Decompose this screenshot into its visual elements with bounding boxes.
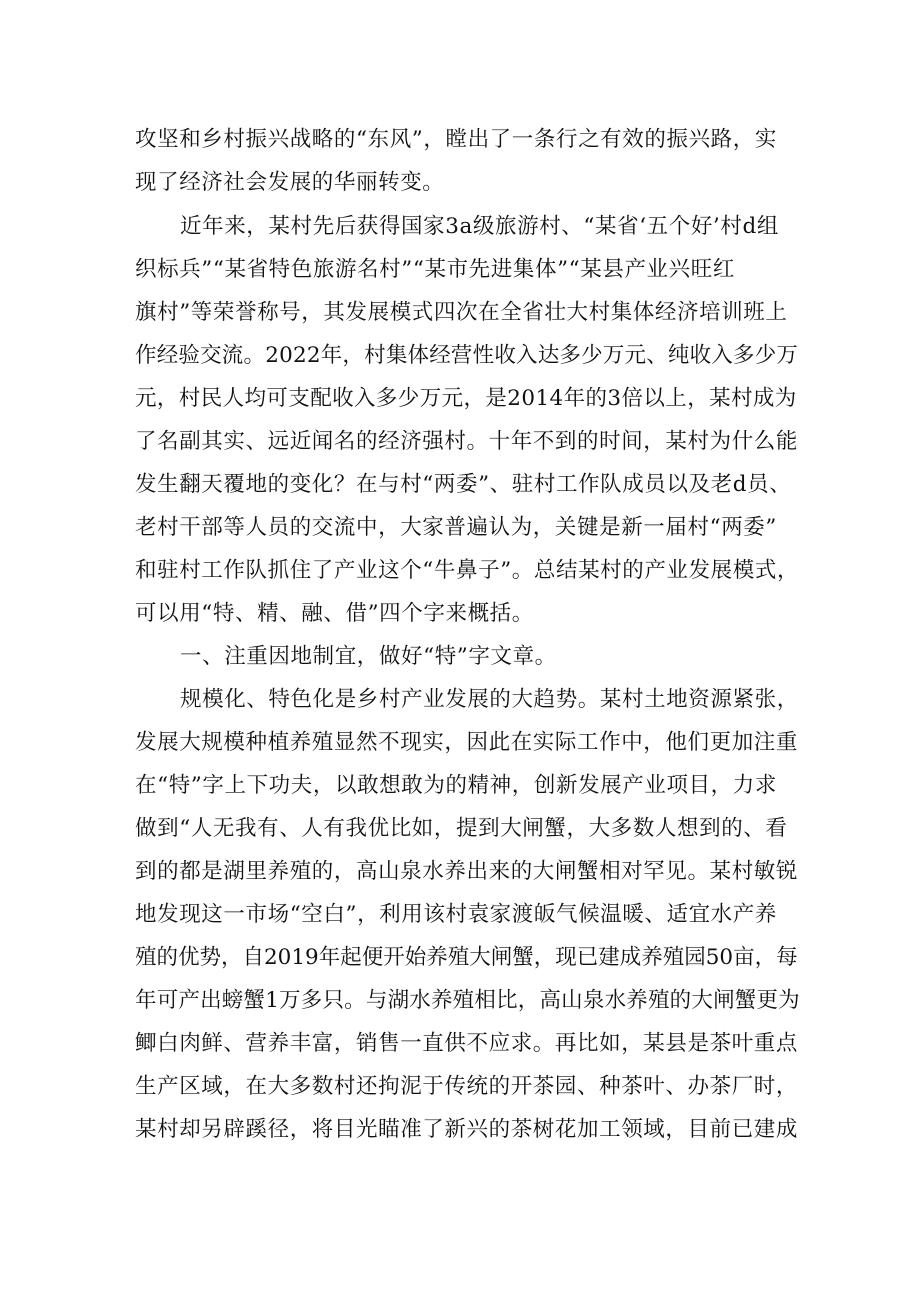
text-line: 近年来，某村先后获得国家3a级旅游村、“某省‘五个好’村d组 [180, 214, 779, 239]
text-line: 鲫白肉鲜、营养丰富，销售一直供不应求。再比如，某县是茶叶重点 [135, 1031, 799, 1056]
text-line: 做到“人无我有、人有我优比如，提到大闸蟹，大多数人想到的、看 [135, 816, 788, 841]
text-line: 到的都是湖里养殖的，高山泉水养出来的大闸蟹相对罕见。某村敏锐 [135, 859, 799, 884]
text-line: 老村干部等人员的交流中，大家普遍认为，关键是新一届村“两委” [135, 515, 777, 540]
text-line: 攻坚和乡村振兴战略的“东风”，瞠出了一条行之有效的振兴路，实 [135, 127, 777, 152]
section-heading: 一、注重因地制宜，做好“特”字文章。 [180, 644, 557, 669]
text-line: 元，村民人均可支配收入多少万元，是2014年的3倍以上，某村成为 [135, 386, 797, 411]
text-line: 可以用“特、精、融、借”四个字来概括。 [135, 601, 534, 626]
text-line: 旗村”等荣誉称号，其发展模式四次在全省壮大村集体经济培训班上 [135, 300, 788, 325]
text-line: 发展大规模种植养殖显然不现实，因此在实际工作中，他们更加注重 [135, 730, 799, 755]
text-line: 现了经济社会发展的华丽转变。 [135, 170, 445, 195]
text-line: 织标兵”“某省特色旅游名村”“某市先进集体”“某县产业兴旺红 [135, 257, 735, 282]
text-line: 发生翻天覆地的变化？在与村“两委”、驻村工作队成员以及老d员、 [135, 472, 792, 497]
text-line: 规模化、特色化是乡村产业发展的大趋势。某村土地资源紧张， [180, 687, 799, 712]
text-line: 地发现这一市场“空白”，利用该村袁家渡皈气候温暖、适宜水产养 [135, 902, 777, 927]
text-line: 某村却另辟蹊径，将目光瞄准了新兴的茶树花加工领域，目前已建成 [135, 1117, 799, 1142]
text-line: 了名副其实、远近闻名的经济强村。十年不到的时间，某村为什么能 [135, 429, 799, 454]
text-line: 作经验交流。2022年，村集体经营性收入达多少万元、纯收入多少万 [135, 343, 799, 368]
text-line: 殖的优势，自2019年起便开始养殖大闸蟹，现已建成养殖园50亩，每 [135, 945, 798, 970]
text-line: 在“特”字上下功夫，以敢想敢为的精神，创新发展产业项目，力求 [135, 773, 777, 798]
text-line: 生产区域，在大多数村还拘泥于传统的开茶园、种茶叶、办茶厂时， [135, 1074, 799, 1099]
text-line: 和驻村工作队抓住了产业这个“牛鼻子”。总结某村的产业发展模式， [135, 558, 800, 583]
text-line: 年可产出螃蟹1万多只。与湖水养殖相比，高山泉水养殖的大闸蟹更为 [135, 988, 800, 1013]
